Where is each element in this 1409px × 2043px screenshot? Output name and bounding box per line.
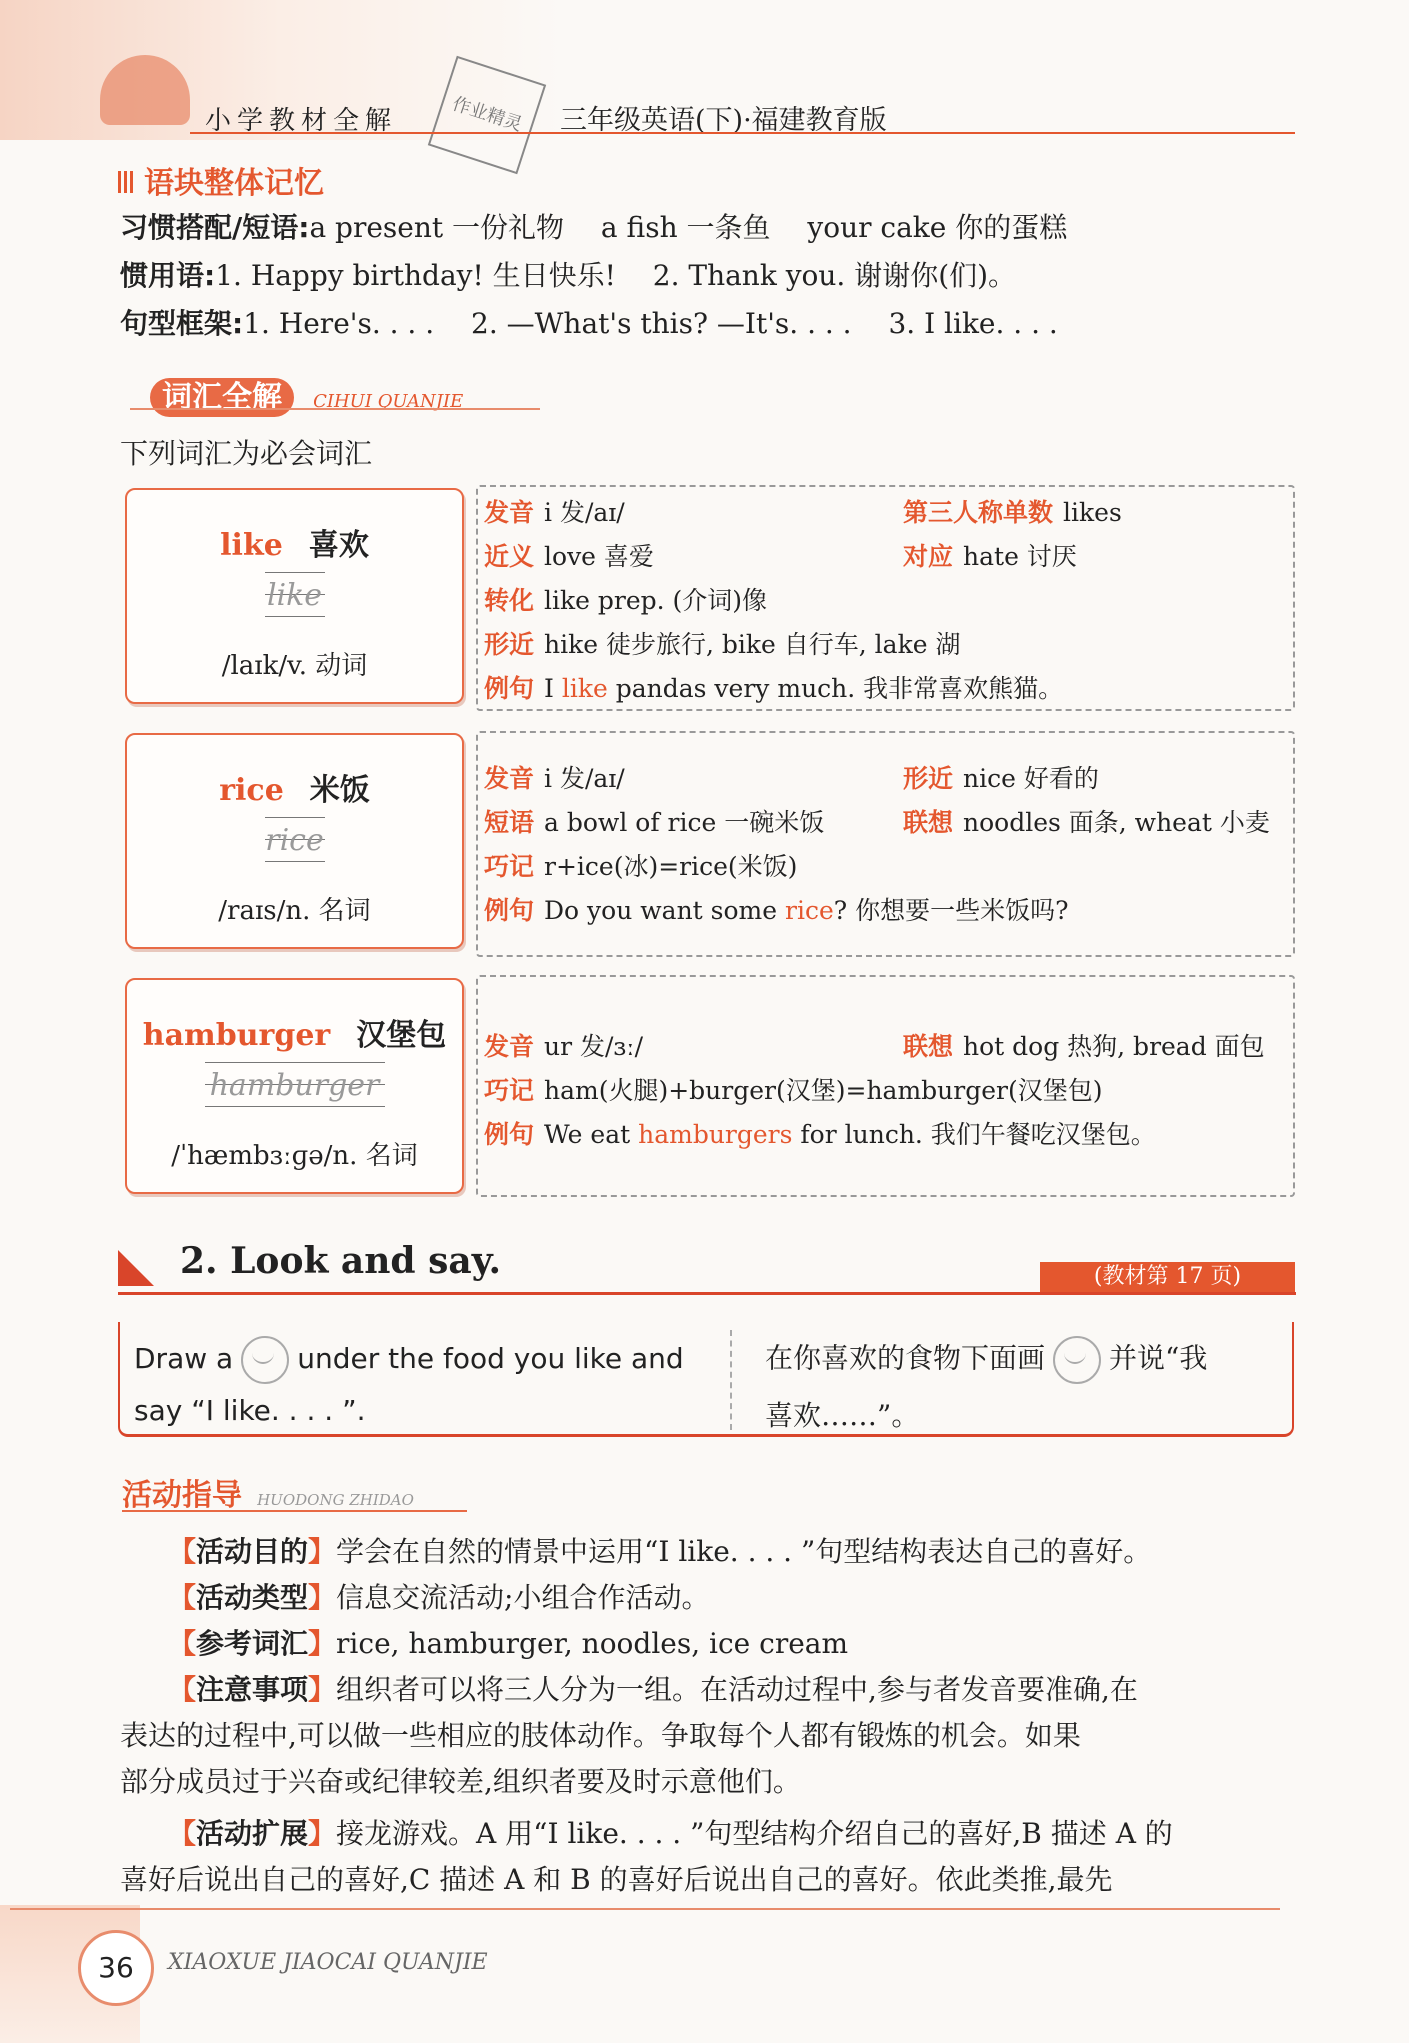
phrases-section-title [118,158,324,202]
example-highlight: hamburgers [638,1120,793,1149]
detail-label: 联想 [903,1032,954,1061]
expressions-label: 惯用语: [120,259,216,292]
activity-title: 活动指导 [122,1478,242,1513]
cn-text-1: 在你喜欢的食物下面画 [765,1341,1046,1375]
detail-row [903,537,1077,573]
page-ref-badge [1040,1262,1295,1292]
word-handwriting: rice [265,823,324,858]
collocations-label: 习惯搭配/短语: [120,211,310,244]
detail-row [484,847,797,883]
detail-row [903,493,1122,529]
word-en: rice [219,773,284,808]
activity-pinyin: HUODONG ZHIDAO [257,1491,414,1509]
detail-label: 发音 [484,498,535,527]
detail-row [484,669,1063,705]
handwriting-lines [127,817,462,867]
word-detail-box [476,485,1295,711]
detail-row [484,891,1069,927]
example-pre: We eat [544,1120,639,1149]
word-phonetic: /raɪs/n. 名词 [218,896,371,926]
header-subtitle: 三年级英语(下)·福建教育版 [560,105,887,136]
detail-label: 转化 [484,586,535,615]
vocab-title: 词汇全解 [150,378,294,417]
detail-label: 形近 [484,630,535,659]
words-text: rice, hamburger, noodles, ice cream [336,1627,849,1660]
example-highlight: rice [785,896,834,925]
word-cn: 喜欢 [308,528,369,563]
activity-words: 【参考词汇】rice, hamburger, noodles, ice cream [168,1627,849,1660]
handwriting-lines [127,1062,462,1112]
detail-label: 第三人称单数 [903,498,1054,527]
patterns-text: 1. Here's. . . . 2. —What's this? —It's. . . . 3. I like. . . . [243,307,1058,340]
page-number: 36 [98,1951,134,1984]
phrases-title: 语块整体记忆 [144,166,324,201]
instruction-en-line2: say “I like. . . . ”. [134,1394,366,1427]
detail-text: nice 好看的 [963,764,1099,793]
example-pre: I [544,674,562,703]
detail-text: noodles 面条, wheat 小麦 [963,808,1270,837]
example-post: for lunch. 我们午餐吃汉堡包。 [792,1120,1156,1149]
detail-label: 近义 [484,542,535,571]
example-highlight: like [561,674,608,703]
word-en: like [220,528,283,563]
detail-label: 形近 [903,764,954,793]
instruction-en-line1 [134,1336,684,1384]
patterns-label: 句型框架: [120,307,244,340]
en-text-2: under the food you like and [297,1342,684,1375]
look-say-title: 2. Look and say. [180,1240,502,1282]
type-tag: 活动类型 [196,1581,309,1614]
activity-section-title [122,1470,414,1514]
expressions-text: 1. Happy birthday! 生日快乐! 2. Thank you. 谢谢你(们)。 [215,259,1017,292]
example-post: ? 你想要一些米饭吗? [833,896,1069,925]
vocab-intro: 下列词汇为必会词汇 [120,437,373,470]
goal-tag: 活动目的 [196,1535,309,1568]
example-pre: Do you want some [544,896,786,925]
activity-notes: 【注意事项】组织者可以将三人分为一组。在活动过程中,参与者发音要准确,在 [168,1673,1138,1706]
detail-label: 短语 [484,808,535,837]
detail-row [903,759,1099,795]
detail-row [484,581,767,617]
detail-label: 例句 [484,674,535,703]
notes-text-1: 组织者可以将三人分为一组。在活动过程中,参与者发音要准确,在 [336,1673,1138,1706]
detail-text: like prep. (介词)像 [544,586,768,615]
handwriting-lines [127,572,462,622]
notes-tag: 注意事项 [196,1673,309,1706]
detail-text: hike 徒步旅行, bike 自行车, lake 湖 [544,630,961,659]
activity-extension-line2: 喜好后说出自己的喜好,C 描述 A 和 B 的喜好后说出自己的喜好。依此类推,最先 [120,1863,1113,1896]
detail-text: a bowl of rice 一碗米饭 [544,808,825,837]
patterns-line [120,302,1058,342]
detail-text: hate 讨厌 [963,542,1077,571]
detail-text: i 发/aɪ/ [544,764,625,793]
detail-row [484,1115,1156,1151]
footer-rule [10,1908,1280,1910]
section-bars-icon [118,171,136,193]
detail-text: hot dog 热狗, bread 面包 [963,1032,1265,1061]
detail-label: 巧记 [484,1076,535,1105]
vocab-pinyin: CIHUI QUANJIE [313,391,464,412]
detail-label: 发音 [484,764,535,793]
word-cn: 汉堡包 [356,1018,447,1053]
detail-text: i 发/aɪ/ [544,498,625,527]
en-text-1: Draw a [134,1342,234,1375]
word-card [125,488,464,704]
detail-label: 例句 [484,896,535,925]
detail-text: likes [1063,498,1122,527]
detail-row [484,803,824,839]
detail-text: love 喜爱 [544,542,654,571]
footer-series: XIAOXUE JIAOCAI QUANJIE [168,1950,488,1975]
detail-label: 联想 [903,808,954,837]
detail-text: r+ice(冰)=rice(米饭) [544,852,798,881]
detail-row [484,493,625,529]
vocab-title-rule [130,408,540,410]
instruction-cn-line1 [765,1336,1207,1384]
word-phonetic: /laɪk/v. 动词 [221,651,368,681]
goal-text: 学会在自然的情景中运用“I like. . . . ”句型结构表达自己的喜好。 [336,1535,1152,1568]
detail-row [484,537,654,573]
word-detail-box [476,975,1295,1197]
words-tag: 参考词汇 [196,1627,309,1660]
expressions-line [120,254,1016,294]
word-cn: 米饭 [309,773,370,808]
cn-text-2: 并说“我 [1109,1341,1208,1375]
detail-row [903,803,1270,839]
word-card [125,733,464,949]
header-rule [190,132,1295,134]
detail-label: 巧记 [484,852,535,881]
page-number-badge [78,1930,154,2006]
activity-notes-line2: 表达的过程中,可以做一些相应的肢体动作。争取每个人都有锻炼的机会。如果 [120,1719,1081,1752]
activity-type: 【活动类型】信息交流活动;小组合作活动。 [168,1581,710,1614]
detail-row [484,625,960,661]
activity-goal: 【活动目的】学会在自然的情景中运用“I like. . . . ”句型结构表达自己的喜好。 [168,1535,1152,1568]
collocations-text: a present 一份礼物 a fish 一条鱼 your cake 你的蛋糕 [309,211,1068,244]
ext-tag: 活动扩展 [196,1817,309,1850]
word-handwriting: like [266,578,323,613]
instruction-divider [730,1330,732,1430]
detail-row [903,1027,1265,1063]
activity-title-rule [122,1510,467,1512]
word-head [127,765,462,809]
stamp-text: 作业精灵 [449,93,525,136]
ext-text-1: 接龙游戏。A 用“I like. . . . ”句型结构介绍自己的喜好,B 描述 A 的 [336,1817,1173,1850]
instruction-cn-line2: 喜欢……”。 [765,1399,920,1432]
detail-row [484,1071,1102,1107]
word-head [127,1010,462,1054]
detail-label: 发音 [484,1032,535,1061]
word-handwriting: hamburger [209,1068,380,1103]
triangle-icon [118,1250,154,1286]
detail-row [484,1027,643,1063]
collocations-line [120,206,1067,246]
smiley-icon [1053,1336,1101,1384]
word-en: hamburger [142,1018,331,1053]
activity-extension: 【活动扩展】接龙游戏。A 用“I like. . . . ”句型结构介绍自己的喜好,B 描述 A 的 [168,1817,1173,1850]
detail-label: 例句 [484,1120,535,1149]
example-post: pandas very much. 我非常喜欢熊猫。 [607,674,1064,703]
detail-label: 对应 [903,542,954,571]
word-head [127,520,462,564]
header-book-title: 小学教材全解 [205,106,398,136]
type-text: 信息交流活动;小组合作活动。 [336,1581,710,1614]
page-ref: (教材第 17 页) [1093,1264,1242,1289]
word-detail-box [476,731,1295,957]
look-say-rule [118,1292,1296,1295]
word-phonetic: /ˈhæmbɜːɡə/n. 名词 [171,1141,418,1171]
detail-text: ham(火腿)+burger(汉堡)=hamburger(汉堡包) [544,1076,1103,1105]
activity-notes-line3: 部分成员过于兴奋或纪律较差,组织者要及时示意他们。 [120,1765,801,1798]
smiley-icon [241,1336,289,1384]
detail-row [484,759,625,795]
word-card [125,978,464,1194]
detail-text: ur 发/ɜː/ [544,1032,644,1061]
